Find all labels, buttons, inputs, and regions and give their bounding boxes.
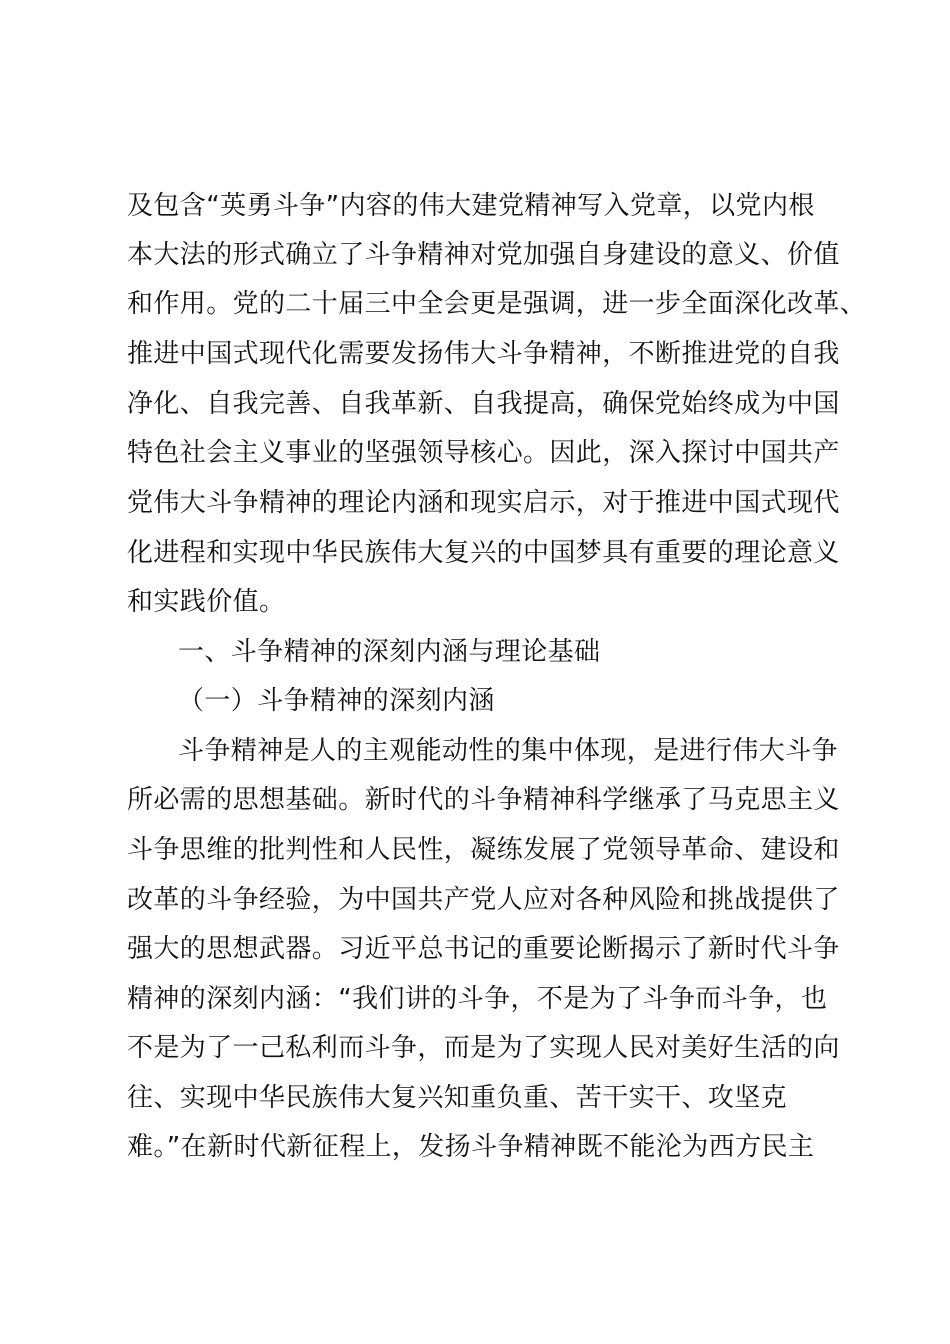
text-line: 推进中国式现代化需要发扬伟大斗争精神，不断推进党的自我 [127, 339, 840, 369]
text-line: 特色社会主义事业的坚强领导核心。因此，深入探讨中国共产 [127, 438, 840, 468]
text-line: 斗争精神是人的主观能动性的集中体现，是进行伟大斗争 [178, 736, 839, 766]
text-line: 本大法的形式确立了斗争精神对党加强自身建设的意义、价值 [127, 240, 840, 270]
text-line: 所必需的思想基础。新时代的斗争精神科学继承了马克思主义 [127, 785, 840, 815]
text-line: 斗争思维的批判性和人民性，凝练发展了党领导革命、建设和 [127, 835, 840, 865]
text-line: 难。”在新时代新征程上，发扬斗争精神既不能沦为西方民主 [127, 1132, 815, 1162]
text-line: 及包含“英勇斗争”内容的伟大建党精神写入党章，以党内根 [127, 191, 815, 221]
text-line: 化进程和实现中华民族伟大复兴的中国梦具有重要的理论意义 [127, 538, 840, 568]
text-line: 往、实现中华民族伟大复兴知重负重、苦干实干、攻坚克 [127, 1083, 788, 1113]
text-line: 不是为了一己私利而斗争，而是为了实现人民对美好生活的向 [127, 1033, 840, 1063]
text-line: 强大的思想武器。习近平总书记的重要论断揭示了新时代斗争 [127, 934, 840, 964]
section-heading: 一、斗争精神的深刻内涵与理论基础 [178, 637, 601, 667]
text-line: 党伟大斗争精神的理论内涵和现实启示，对于推进中国式现代 [127, 488, 840, 518]
text-line: 和实践价值。 [127, 587, 286, 617]
subsection-heading: （一）斗争精神的深刻内涵 [178, 686, 495, 716]
text-line: 净化、自我完善、自我革新、自我提高，确保党始终成为中国 [127, 389, 840, 419]
text-line: 改革的斗争经验，为中国共产党人应对各种风险和挑战提供了 [127, 885, 840, 915]
text-line: 精神的深刻内涵：“我们讲的斗争，不是为了斗争而斗争，也 [127, 984, 828, 1014]
text-line: 和作用。党的二十届三中全会更是强调，进一步全面深化改革、 [127, 289, 867, 319]
